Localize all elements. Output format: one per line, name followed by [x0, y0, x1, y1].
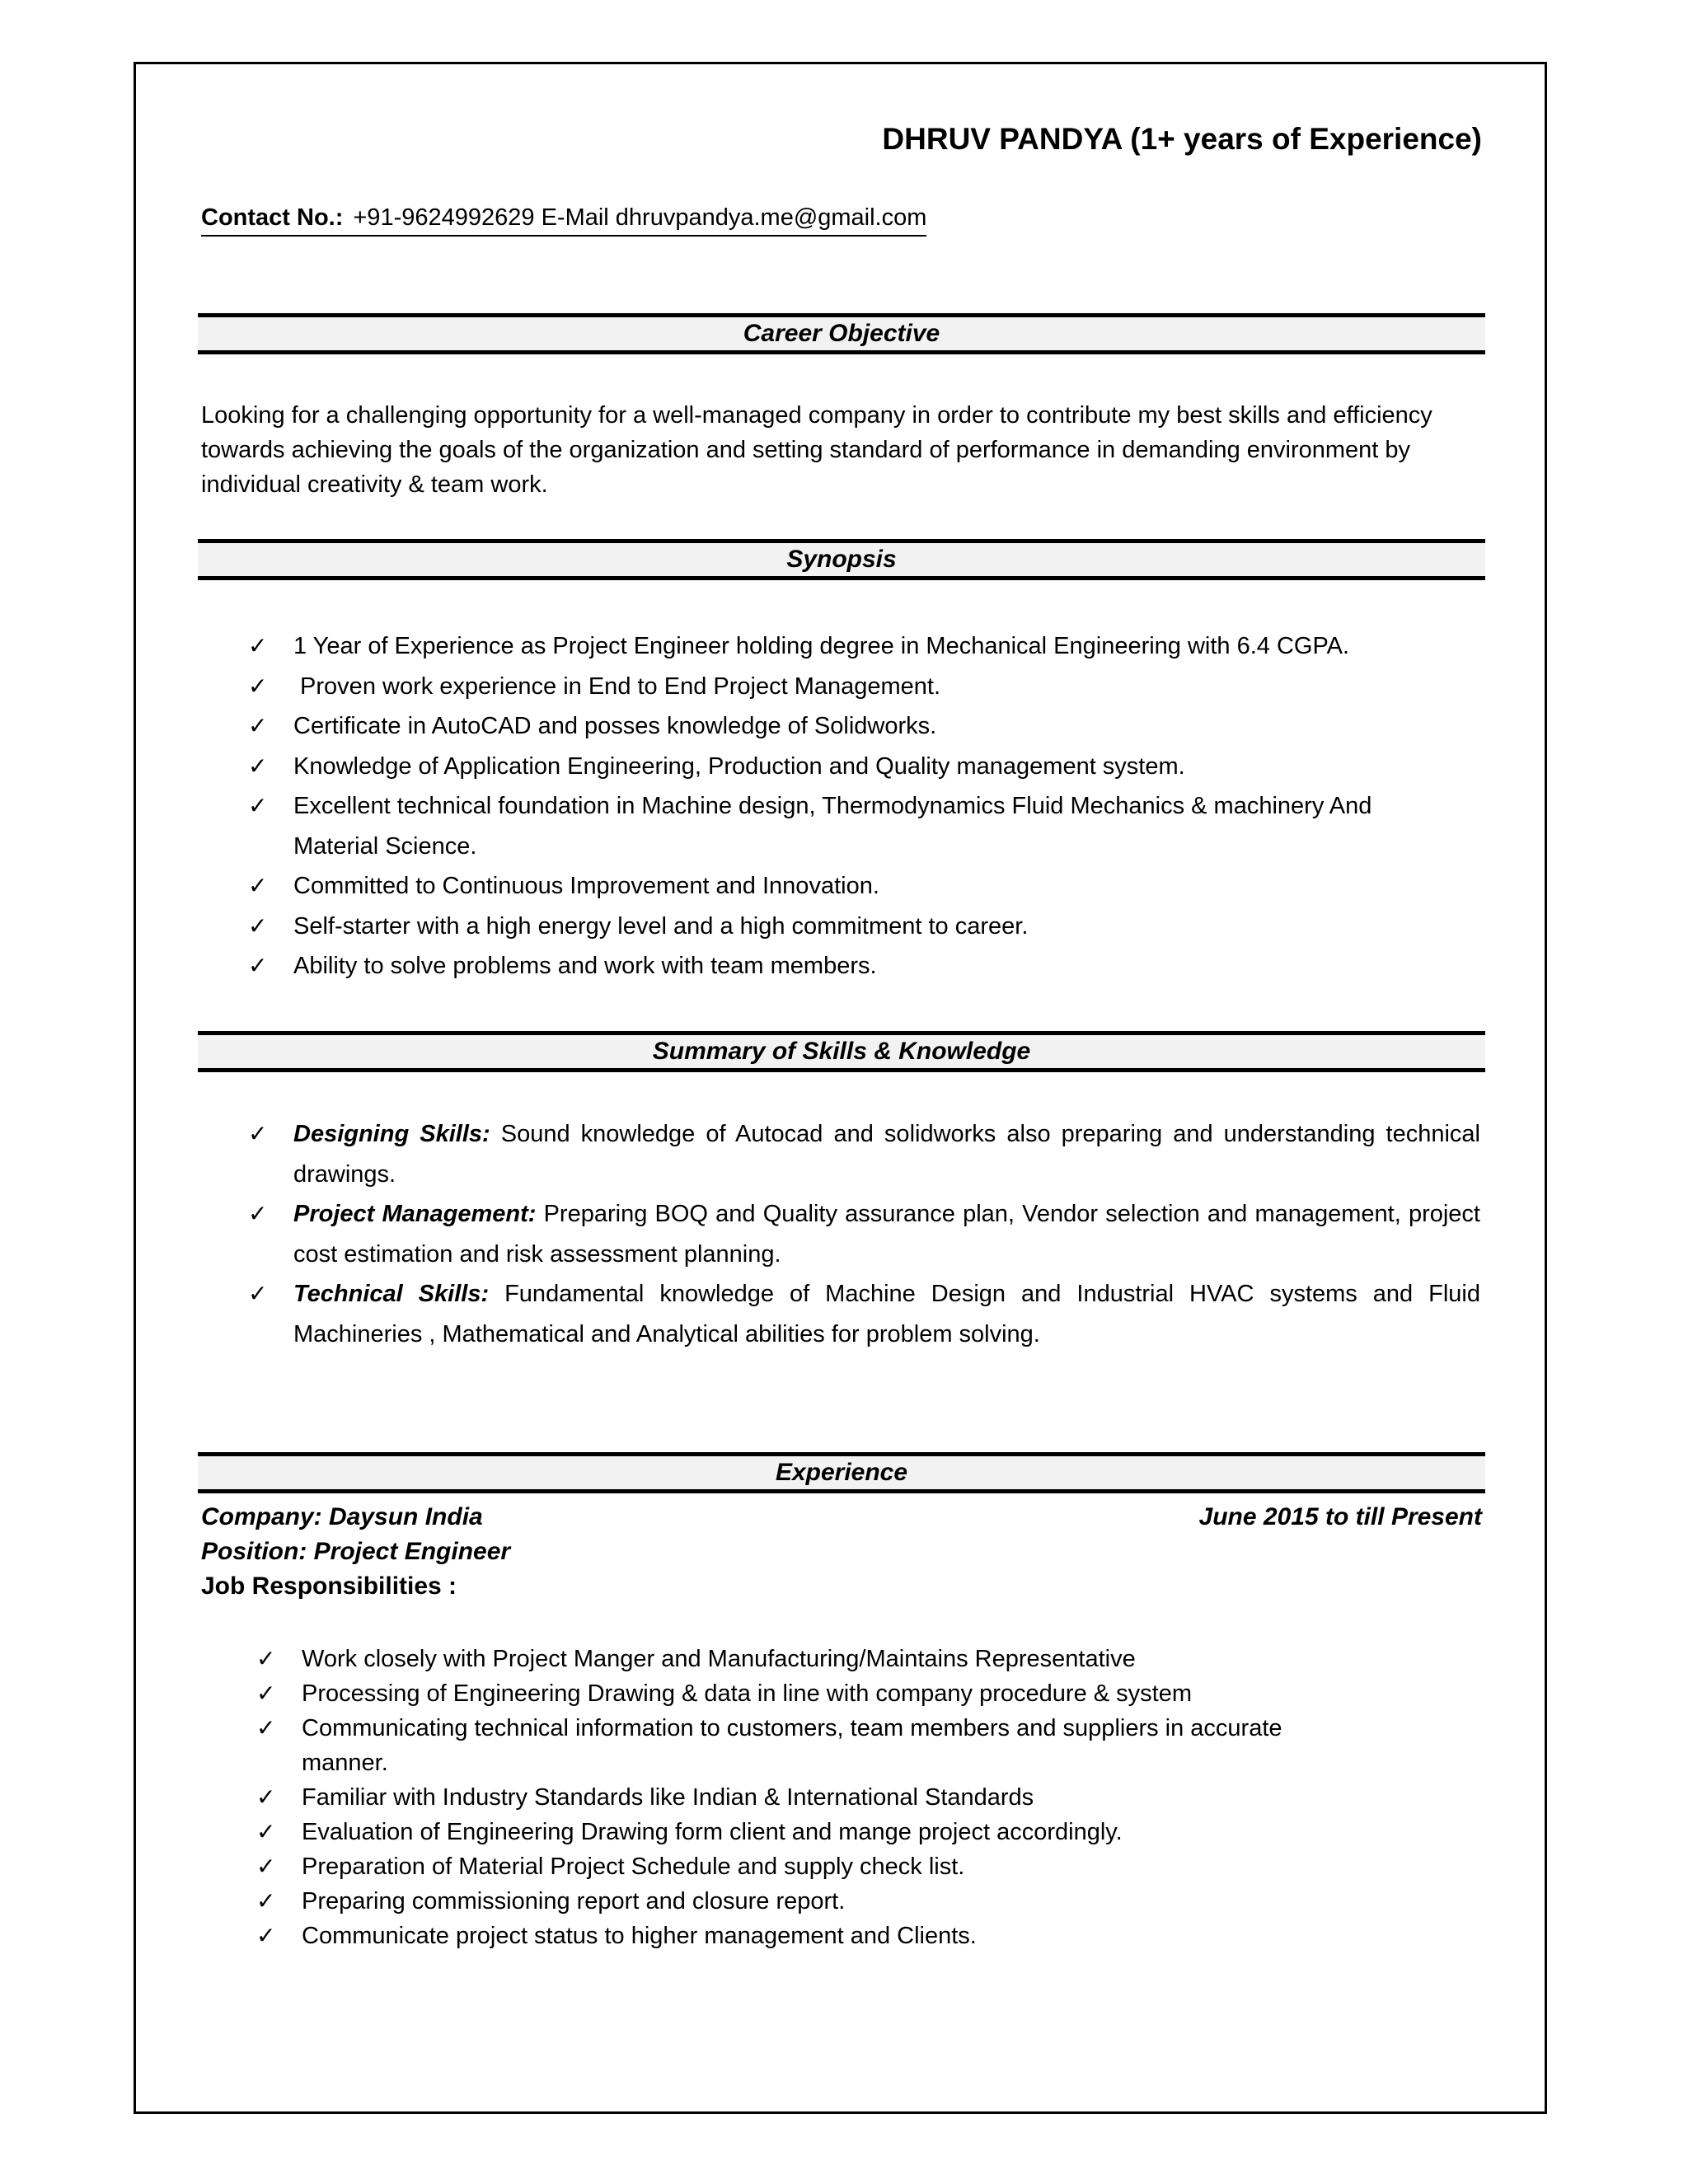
check-icon: ✓ — [256, 1853, 276, 1880]
responsibilities-label: Job Responsibilities : — [201, 1572, 457, 1600]
check-icon: ✓ — [256, 1887, 276, 1915]
list-item: ✓ Certificate in AutoCAD and posses knowledge of Solidworks. — [293, 706, 1480, 747]
check-icon: ✓ — [256, 1783, 276, 1811]
list-item: ✓ Preparation of Material Project Schedule and supply check list. — [302, 1849, 1480, 1884]
list-item: ✓ Processing of Engineering Drawing & data in line with company procedure & system — [302, 1676, 1480, 1711]
list-item: ✓ Ability to solve problems and work with team members. — [293, 946, 1480, 987]
check-icon: ✓ — [256, 1680, 276, 1707]
check-icon: ✓ — [248, 1120, 268, 1147]
check-icon: ✓ — [256, 1818, 276, 1845]
list-item: ✓ Communicating technical information to customers, team members and suppliers in accurate manner. — [302, 1711, 1480, 1780]
list-item: ✓ Knowledge of Application Engineering, Production and Quality management system. — [293, 747, 1480, 787]
check-icon: ✓ — [248, 1200, 268, 1227]
list-item: ✓ Self-starter with a high energy level and a high commitment to career. — [293, 907, 1480, 947]
list-item: ✓ Technical Skills: Fundamental knowledge of Machine Design and Industrial HVAC systems and Fluid Machineries , Mathematical and Analytical abilities for problem solving. — [293, 1274, 1480, 1354]
check-icon: ✓ — [248, 952, 268, 979]
employment-period: June 2015 to till Present — [1198, 1503, 1482, 1530]
list-item: ✓ Proven work experience in End to End Project Management. — [293, 667, 1480, 707]
position-title: Position: Project Engineer — [201, 1538, 511, 1565]
list-item: ✓ Excellent technical foundation in Machine design, Thermodynamics Fluid Mechanics & machinery And Material Science. — [293, 786, 1480, 866]
synopsis-heading: Synopsis — [198, 539, 1485, 580]
company-name: Company: Daysun India — [201, 1503, 483, 1530]
check-icon: ✓ — [248, 912, 268, 940]
check-icon: ✓ — [248, 752, 268, 780]
check-icon: ✓ — [256, 1922, 276, 1949]
candidate-name: DHRUV PANDYA (1+ years of Experience) — [882, 122, 1482, 156]
contact-label: Contact No.: — [201, 204, 344, 231]
list-item: ✓ 1 Year of Experience as Project Engineer holding degree in Mechanical Engineering with 6.4 CGPA. — [293, 626, 1480, 667]
experience-heading: Experience — [198, 1452, 1485, 1493]
skills-heading: Summary of Skills & Knowledge — [198, 1031, 1485, 1072]
check-icon: ✓ — [248, 632, 268, 659]
synopsis-list — [248, 626, 1480, 987]
list-item: ✓ Communicate project status to higher management and Clients. — [302, 1919, 1480, 1953]
check-icon: ✓ — [248, 672, 268, 700]
check-icon: ✓ — [256, 1645, 276, 1672]
list-item: ✓ Work closely with Project Manger and Manufacturing/Maintains Representative — [302, 1642, 1480, 1676]
list-item: ✓ Preparing commissioning report and closure report. — [302, 1884, 1480, 1919]
career-objective-text: Looking for a challenging opportunity for a well-managed company in order to contribute my best skills and efficiency towards achieving the goals of the organization and setting standard of performance in demanding environment by individual creativity & team work. — [201, 402, 1432, 498]
contact-value: +91-9624992629 E-Mail dhruvpandya.me@gmail.com — [353, 204, 927, 231]
check-icon: ✓ — [248, 872, 268, 899]
check-icon: ✓ — [248, 1280, 268, 1307]
list-item: ✓ Evaluation of Engineering Drawing form client and mange project accordingly. — [302, 1815, 1480, 1849]
list-item: ✓ Project Management: Preparing BOQ and Quality assurance plan, Vendor selection and management, project cost estimation and risk assessment planning. — [293, 1194, 1480, 1274]
skills-list — [248, 1114, 1480, 1354]
responsibilities-list — [256, 1642, 1480, 1953]
list-item: ✓ Familiar with Industry Standards like Indian & International Standards — [302, 1780, 1480, 1815]
check-icon: ✓ — [248, 792, 268, 819]
list-item: ✓ Designing Skills: Sound knowledge of Autocad and solidworks also preparing and understanding technical drawings. — [293, 1114, 1480, 1194]
check-icon: ✓ — [248, 712, 268, 739]
list-item: ✓ Committed to Continuous Improvement and Innovation. — [293, 866, 1480, 907]
contact-line — [201, 204, 926, 237]
career-objective-heading: Career Objective — [198, 313, 1485, 354]
check-icon: ✓ — [256, 1714, 276, 1741]
